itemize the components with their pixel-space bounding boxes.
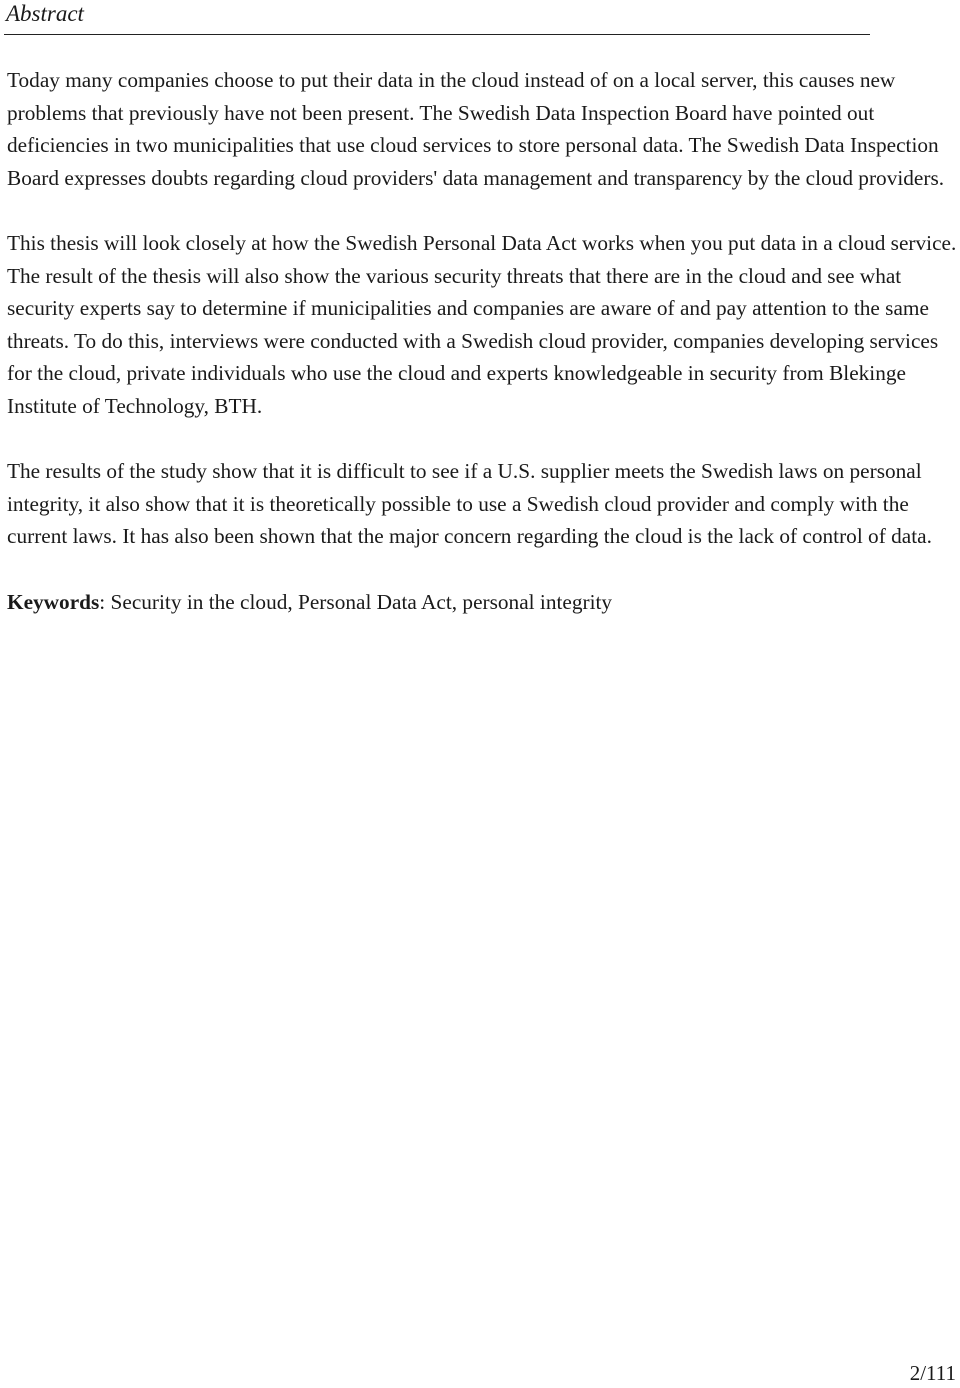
heading-underline xyxy=(4,34,870,35)
keywords-line xyxy=(7,586,960,619)
keywords-label: Keywords xyxy=(7,589,100,614)
keywords-text: : Security in the cloud, Personal Data Act, personal integrity xyxy=(99,589,613,614)
abstract-body xyxy=(7,64,960,651)
abstract-paragraph-2: This thesis will look closely at how the Swedish Personal Data Act works when you put data in a cloud service. The result of the thesis will also show the various security threats that there are in the cloud and see what security experts say to determine if municipalities and companies are aware of and pay attention to the same threats. To do this, interviews were conducted with a Swedish cloud provider, companies developing services for the cloud, private individuals who use the cloud and experts knowledgeable in security from Blekinge Institute of Technology, BTH. xyxy=(7,230,957,418)
abstract-heading: Abstract xyxy=(6,1,84,26)
page-number: 2/111 xyxy=(909,1361,956,1385)
abstract-paragraph-1: Today many companies choose to put their data in the cloud instead of on a local server, this causes new problems that previously have not been present. The Swedish Data Inspection Board have pointed out deficiencies in two municipalities that use cloud services to store personal data. The Swedish Data Inspection Board expresses doubts regarding cloud providers' data management and transparency by the cloud providers. xyxy=(7,68,945,190)
abstract-paragraph-3: The results of the study show that it is difficult to see if a U.S. supplier meets the Swedish laws on personal integrity, it also show that it is theoretically possible to use a Swedish cloud provider and comply with the current laws. It has also been shown that the major concern regarding the cloud is the lack of control of data. xyxy=(7,459,932,549)
